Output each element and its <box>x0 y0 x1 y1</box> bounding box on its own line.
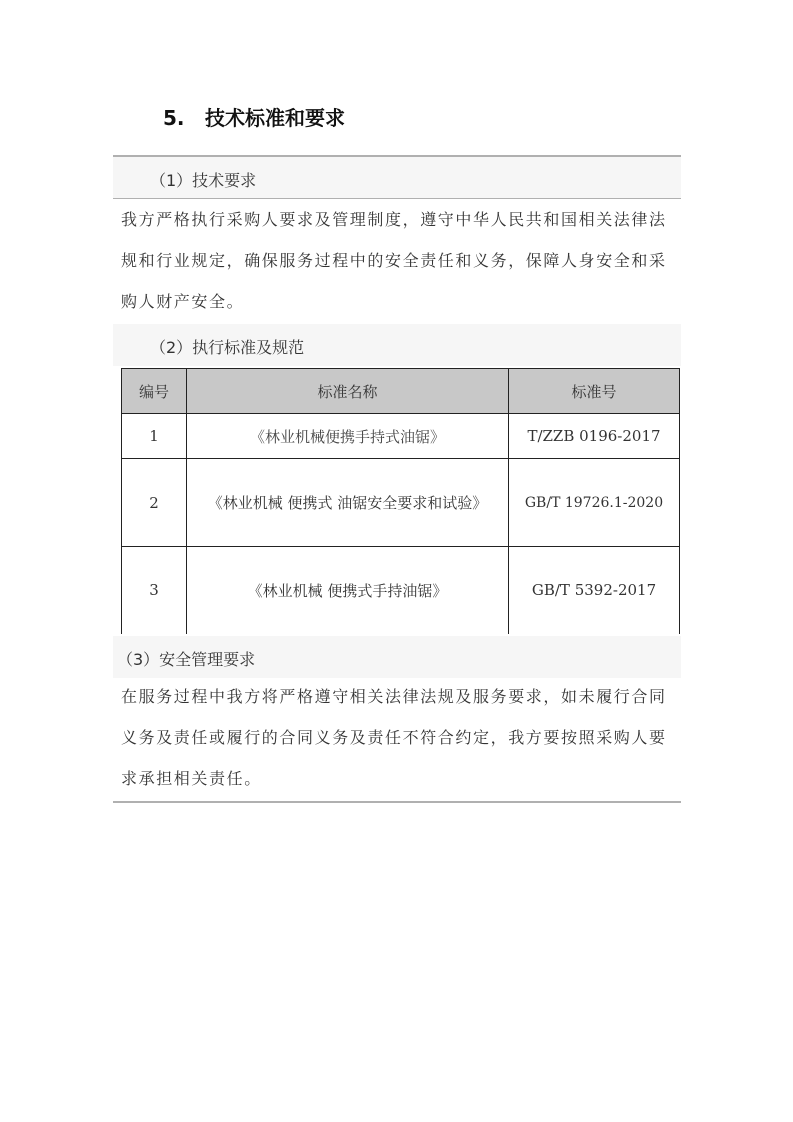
cell-no: 3 <box>122 547 187 634</box>
table-row <box>122 414 680 459</box>
cell-name: 《林业机械便携手持式油锯》 <box>187 414 509 459</box>
paragraph-safety: 在服务过程中我方将严格遵守相关法律法规及服务要求，如未履行合同义务及责任或履行的合同义务及责任不符合约定，我方要按照采购人要求承担相关责任。 <box>121 687 667 788</box>
table-header-row <box>122 369 680 414</box>
cell-name: 《林业机械 便携式 油锯安全要求和试验》 <box>187 459 509 547</box>
subheading-technical-requirements: （1）技术要求 <box>150 171 257 190</box>
header-code: 标准号 <box>509 369 680 414</box>
table-row <box>122 459 680 547</box>
section-title: 技术标准和要求 <box>205 106 345 130</box>
section-heading <box>163 102 345 131</box>
cell-code: GB/T 19726.1-2020 <box>509 459 680 547</box>
cell-code: GB/T 5392-2017 <box>509 547 680 634</box>
section-number: 5. <box>163 106 185 130</box>
paragraph-technical-requirements: 我方严格执行采购人要求及管理制度，遵守中华人民共和国相关法律法规和行业规定，确保服务过程中的安全责任和义务，保障人身安全和采购人财产安全。 <box>121 210 667 311</box>
cell-name: 《林业机械 便携式手持油锯》 <box>187 547 509 634</box>
divider <box>113 801 681 803</box>
cell-no: 1 <box>122 414 187 459</box>
header-name: 标准名称 <box>187 369 509 414</box>
cell-no: 2 <box>122 459 187 547</box>
standards-table <box>121 368 680 634</box>
subheading-standards: （2）执行标准及规范 <box>150 338 305 357</box>
header-no: 编号 <box>122 369 187 414</box>
cell-code: T/ZZB 0196-2017 <box>509 414 680 459</box>
table-row <box>122 547 680 634</box>
subheading-safety: （3）安全管理要求 <box>117 650 256 669</box>
